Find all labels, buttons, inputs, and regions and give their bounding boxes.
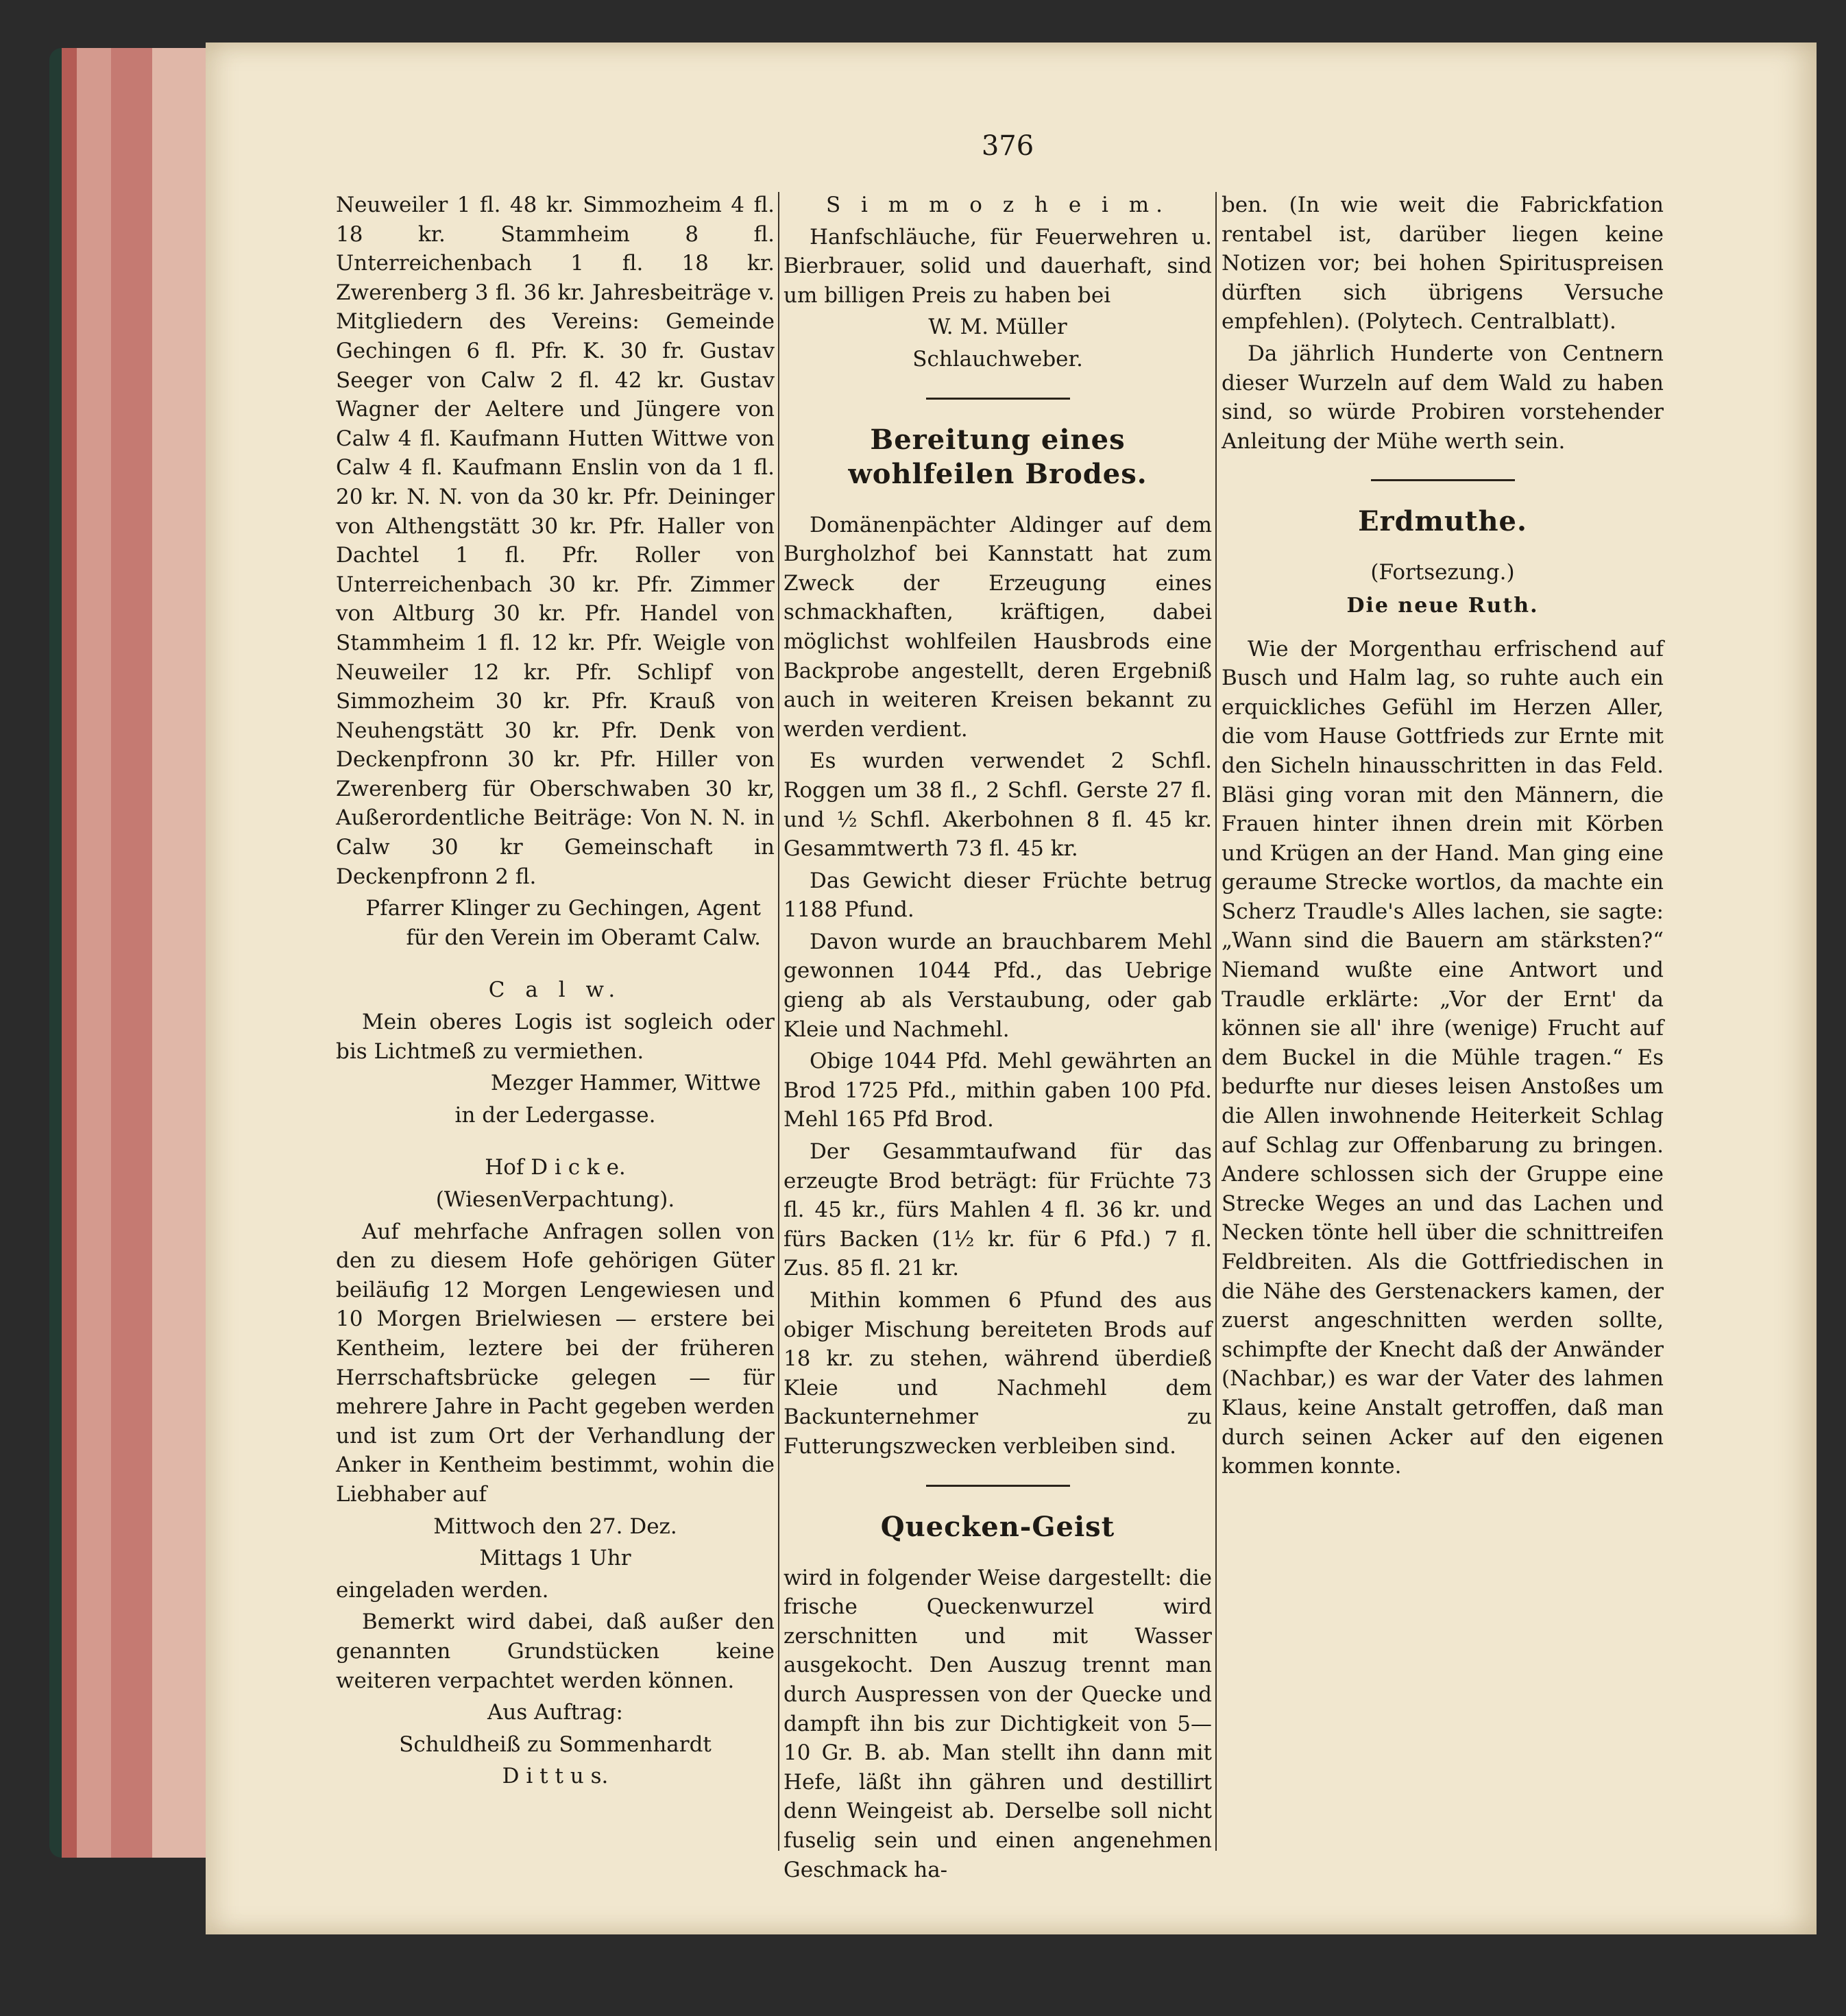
erdmuthe-subtitle: (Fortsezung.) xyxy=(1370,560,1515,585)
quecken-continuation: ben. (In wie weit die Fabrickfation rentabel ist, darüber liegen keine Notizen vor; bei hohen Spirituspreisen dürften sich übrigens Versuche empfehlen). (Polytech. Centralblatt). xyxy=(1222,193,1664,335)
simmozheim-signature-name: W. M. Müller xyxy=(928,315,1067,340)
simmozheim-title: S i m m o z h e i m. xyxy=(825,193,1170,217)
erdmuthe-chapter: Die neue Ruth. xyxy=(1346,593,1539,618)
quecken-continuation-2: Da jährlich Hunderte von Centnern dieser Wurzeln auf dem Wald zu haben sind, so würde Probiren vorstehender Anleitung der Mühe werth sein. xyxy=(1222,341,1664,454)
column-divider-1 xyxy=(778,192,779,1851)
book-spine xyxy=(49,48,207,1858)
brod-paragraph-5: Obige 1044 Pfd. Mehl gewährten an Brod 1725 Pfd., mithin gaben 100 Pfd. Mehl 165 Pfd Brod. xyxy=(784,1049,1212,1132)
brod-paragraph-6: Der Gesammtaufwand für das erzeugte Brod beträgt: für Früchte 73 fl. 45 kr., fürs Mahlen 4 fl. 36 kr. und fürs Backen (1½ kr. für 6 Pfd.) 7 fl. Zus. 85 fl. 21 kr. xyxy=(784,1139,1212,1281)
hof-notice-note: Bemerkt wird dabei, daß außer den genannten Grundstücken keine weiteren verpachtet werden können. xyxy=(336,1610,775,1693)
hof-notice-text: Auf mehrfache Anfragen sollen von den zu diesem Hofe gehörigen Güter beiläufig 12 Morgen Lengewiesen und 10 Morgen Brielwiesen — erstere bei Kentheim, leztere bei der früheren Herrschaftsbrücke gelegen — für mehrere Jahre in Pacht gegeben werden und ist zum Ort der Verhandlung der Anker in Kentheim bestimmt, wohin die Liebhaber auf xyxy=(336,1219,775,1507)
hof-signature-title: Schuldheiß zu Sommenhardt xyxy=(399,1732,712,1757)
brod-heading: Bereitung eines wohlfeilen Brodes. xyxy=(848,423,1147,490)
hof-notice-title: Hof D i c k e. xyxy=(485,1155,626,1180)
donation-list: Neuweiler 1 fl. 48 kr. Simmozheim 4 fl. 18 kr. Stammheim 8 fl. Unterreichenbach 1 fl. 18 kr. Zwerenberg 3 fl. 36 kr. Jahresbeiträge v. Mitgliedern des Vereins: Gemeinde Gechingen 6 fl. Pfr. K. 30 fr. Gustav Seeger von Calw 2 fl. 42 kr. Gustav Wagner der Aeltere und Jüngere von Calw 4 fl. Kaufmann Hutten Wittwe von Calw 4 fl. Kaufmann Enslin von da 1 fl. 20 kr. N. N. von da 30 kr. Pfr. Deininger von Althengstätt 30 kr. Pfr. Haller von Dachtel 1 fl. Pfr. Roller von Unterreichenbach 30 kr. Pfr. Zimmer von Altburg 30 kr. Pfr. Handel von Stammheim 1 fl. 12 kr. Pfr. Weigle von Neuweiler 12 kr. Pfr. Schlipf von Simmozheim 30 kr. Pfr. Krauß von Neuhengstätt 30 kr. Pfr. Denk von Deckenpfronn 30 kr. Pfr. Hiller von Zwerenberg für Oberschwaben 30 kr, Außerordentliche Beiträge: Von N. N. in Calw 30 kr Gemeinschaft in Deckenpfronn 2 fl. xyxy=(336,193,775,889)
column-3 xyxy=(1222,191,1664,1484)
brod-paragraph-1: Domänenpächter Aldinger auf dem Burgholzhof bei Kannstatt hat zum Zweck der Erzeugung eines schmackhaften, kräftigen, dabei möglichst wohlfeilen Hausbrods eine Backprobe angestellt, deren Ergebniß auch in weiteren Kreisen bekannt zu werden verdient. xyxy=(784,512,1212,742)
section-rule xyxy=(926,398,1070,400)
calw-notice-title: C a l w. xyxy=(488,977,622,1003)
calw-signature-place: in der Ledergasse. xyxy=(454,1102,656,1128)
brod-paragraph-4: Davon wurde an brauchbarem Mehl gewonnen 1044 Pfd., das Uebrige gieng ab als Verstaubung, oder gab Kleie und Nachmehl. xyxy=(784,929,1212,1042)
hof-notice-invited: eingeladen werden. xyxy=(336,1577,549,1603)
simmozheim-text: Hanfschläuche, für Feuerwehren u. Bierbrauer, solid und dauerhaft, sind um billigen Preis zu haben bei xyxy=(784,224,1212,308)
erdmuthe-text: Wie der Morgenthau erfrischend auf Busch und Halm lag, so ruhte auch ein erquickliches Gefühl im Herzen Aller, die vom Hause Gottfrieds zur Ernte mit den Sicheln hinausschritten in das Feld. Bläsi ging voran mit den Männern, die Frauen hinter ihnen drein mit Körben und Krügen an der Hand. Man ging eine geraume Strecke wortlos, da machte ein Scherz Traudle's Alles lachen, sie sagte: „Wann sind die Bauern am stärksten?“ Niemand wußte eine Antwort und Traudle erklärte: „Vor der Ernt' da können sie all' ihre (wenige) Frucht auf dem Buckel in die Mühle tragen.“ Es bedurfte nur dieses leisen Anstoßes um die Allen inwohnende Heiterkeit Schlag auf Schlag zur Offenbarung zu bringen. Andere schlossen sich der Gruppe eine Strecke Weges an und das Lachen und Necken tönte hell über die schnittreifen Feldbreiten. Als die Gottfriedischen in die Nähe des Gerstenackers kamen, der zuerst angeschnitten werden sollte, schimpfte der Knecht daß der Anwänder (Nachbar,) es war der Vater des lahmen Klaus, keine Anstalt getroffen, daß man durch seinen Acker auf den eigenen kommen konnte. xyxy=(1222,636,1664,1479)
simmozheim-signature-trade: Schlauchweber. xyxy=(912,346,1083,372)
section-rule-3 xyxy=(1371,479,1515,481)
quecken-heading: Quecken-Geist xyxy=(880,1510,1115,1543)
hof-signature-name: D i t t u s. xyxy=(502,1764,609,1789)
page-number: 376 xyxy=(981,130,1034,162)
column-2 xyxy=(784,191,1212,1887)
donation-signature: Pfarrer Klinger zu Gechingen, Agent für den Verein im Oberamt Calw. xyxy=(365,896,761,950)
column-divider-2 xyxy=(1215,192,1217,1851)
column-1 xyxy=(336,191,775,1794)
hof-notice-subtitle: (WiesenVerpachtung). xyxy=(435,1187,675,1212)
calw-signature-name: Mezger Hammer, Wittwe xyxy=(490,1071,761,1096)
hof-notice-auftrag: Aus Auftrag: xyxy=(487,1700,623,1725)
brod-paragraph-3: Das Gewicht dieser Früchte betrug 1188 Pfund. xyxy=(784,868,1212,923)
section-rule-2 xyxy=(926,1485,1070,1487)
erdmuthe-heading: Erdmuthe. xyxy=(1358,505,1527,538)
brod-paragraph-7: Mithin kommen 6 Pfund des aus obiger Mischung bereiteten Brods auf 18 kr. zu stehen, während überdieß Kleie und Nachmehl dem Backunternehmer zu Futterungszwecken verbleiben sind. xyxy=(784,1288,1212,1459)
hof-notice-time: Mittags 1 Uhr xyxy=(479,1546,631,1571)
calw-notice-text: Mein oberes Logis ist sogleich oder bis Lichtmeß zu vermiethen. xyxy=(336,1010,775,1064)
brod-paragraph-2: Es wurden verwendet 2 Schfl. Roggen um 38 fl., 2 Schfl. Gerste 27 fl. und ½ Schfl. Akerbohnen 8 fl. 45 kr. Gesammtwerth 73 fl. 45 kr. xyxy=(784,749,1212,862)
hof-notice-date: Mittwoch den 27. Dez. xyxy=(433,1514,677,1539)
quecken-text: wird in folgender Weise dargestellt: die frische Queckenwurzel wird zerschnitten und mit Wasser ausgekocht. Den Auszug trennt man durch Auspressen von der Quecke und dampft ihn bis zur Dichtigkeit von 5—10 Gr. B. ab. Man stellt ihn dann mit Hefe, läßt ihn gähren und destillirt denn Weingeist ab. Derselbe soll nicht fuselig sein und einen angenehmen Geschmack ha- xyxy=(784,1565,1212,1882)
